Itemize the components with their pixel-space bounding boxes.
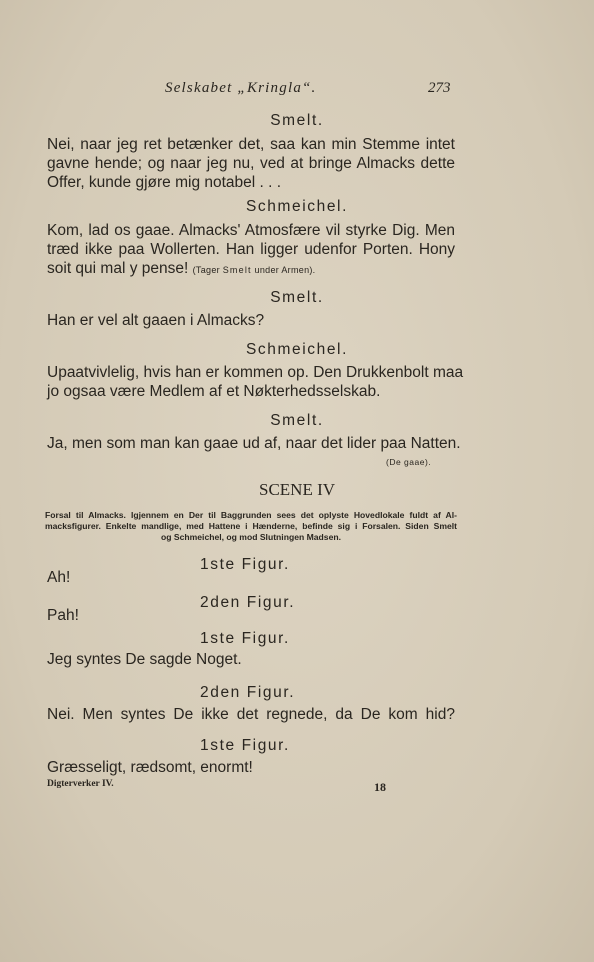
- speech-line: jo ogsaa være Medlem af et Nøkterhedsselskab.: [47, 383, 381, 400]
- speech-line: Ah!: [47, 569, 71, 586]
- speech-text: [47, 758, 455, 777]
- speaker-name: 2den Figur.: [200, 594, 296, 611]
- speech-line: Han er vel alt gaaen i Almacks?: [47, 312, 265, 329]
- speech-text: [47, 606, 455, 625]
- speaker-name: Smelt.: [270, 289, 324, 306]
- speech-text: [47, 705, 455, 724]
- speech-line: Nei. Men syntes De ikke det regnede, da De kom hid?: [47, 706, 455, 723]
- running-head: [0, 80, 594, 100]
- speech-line-text: soit qui mal y pense!: [47, 260, 189, 277]
- scene-description-line: og Schmeichel, og mod Slutningen Madsen.: [160, 532, 341, 542]
- stage-direction-text: under Armen).: [251, 265, 316, 275]
- signature-mark: Digterverker IV.: [47, 779, 114, 789]
- speech-text: [47, 568, 455, 587]
- stage-direction-text: (Tager: [192, 265, 223, 275]
- speech-text: [47, 135, 455, 192]
- speech-line: Offer, kunde gjøre mig notabel . . .: [47, 174, 282, 191]
- speaker-name: Schmeichel.: [245, 198, 349, 215]
- speaker-name: Smelt.: [270, 412, 324, 429]
- stage-direction-name: Smelt: [222, 265, 252, 275]
- speaker-name: 2den Figur.: [200, 684, 296, 701]
- speaker-name: 1ste Figur.: [200, 737, 290, 754]
- speech-line: træd ikke paa Wollerten. Han ligger udenfor Porten. Hony: [47, 241, 455, 258]
- speaker-name: 1ste Figur.: [200, 556, 290, 573]
- stage-direction-exit: (De gaae).: [386, 457, 432, 467]
- speech-line: Græsseligt, rædsomt, enormt!: [47, 759, 253, 776]
- speech-line: Ja, men som man kan gaae ud af, naar det lider paa Natten.: [47, 435, 461, 452]
- speaker-name: 1ste Figur.: [200, 630, 290, 647]
- speech-line: Jeg syntes De sagde Noget.: [47, 651, 242, 668]
- speech-line: Upaatvivlelig, hvis han er kommen op. Den Drukkenbolt maa: [47, 364, 464, 381]
- speech-line: Pah!: [47, 607, 79, 624]
- speech-text: [47, 363, 464, 401]
- stage-direction: [193, 265, 316, 275]
- speech-line: Nei, naar jeg ret betænker det, saa kan min Stemme intet: [47, 136, 455, 153]
- speech-line: Kom, lad os gaae. Almacks' Atmosfære vil styrke Dig. Men: [47, 222, 455, 239]
- page-number: 273: [428, 80, 451, 96]
- scene-description-line: Forsal til Almacks. Igjennem en Der til Baggrunden sees det oplyste Hovedlokale fuldt af Al-: [45, 510, 457, 520]
- running-title: Selskabet „Kringla“.: [165, 80, 317, 96]
- scene-description-line: macksfigurer. Enkelte mandlige, med Hattene i Hænderne, befinde sig i Forsalen. Siden Smelt: [45, 521, 457, 531]
- scene-description: [45, 510, 457, 543]
- speech-text: [47, 434, 461, 453]
- speech-text: [47, 650, 455, 669]
- speech-line: gavne hende; og naar jeg nu, ved at bringe Almacks dette: [47, 155, 455, 172]
- speaker-name: Schmeichel.: [245, 341, 349, 358]
- speech-text: [47, 311, 455, 330]
- speech-line: [47, 259, 455, 278]
- speech-text: [47, 221, 455, 278]
- scene-title: SCENE IV: [258, 480, 336, 499]
- sheet-number: 18: [374, 780, 386, 794]
- speaker-name: Smelt.: [270, 112, 324, 129]
